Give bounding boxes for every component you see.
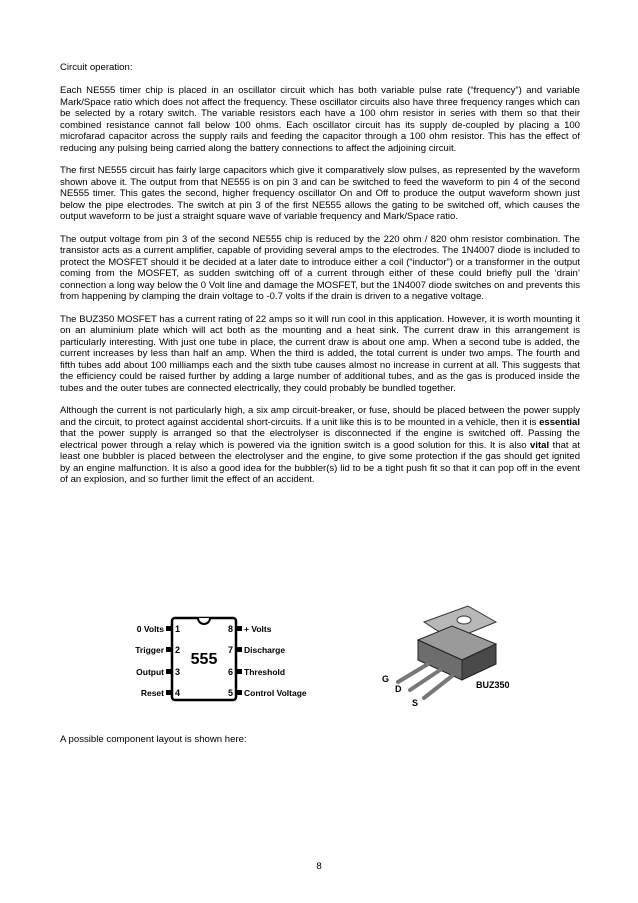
pin-6-label: Threshold	[244, 667, 286, 677]
document-body	[60, 62, 580, 497]
paragraph-5-part: that the power supply is arranged so that the electrolyser is disconnected if the engine is switched off. Passing the electrical power through a relay which is powered via the ignition switch is a good solution for this. It is also	[60, 428, 580, 451]
pin-s-label: S	[412, 698, 419, 708]
paragraph-5-part: Although the current is not particularly high, a six amp circuit-breaker, or fuse, should be placed between the power supply and the circuit, to protect against accidental short-circuits. If a unit like this is to be mounted in a vehicle, then it is	[60, 405, 580, 428]
pin-7-num: 7	[227, 645, 233, 655]
section-heading: Circuit operation:	[60, 62, 133, 73]
page-number: 8	[316, 861, 322, 872]
mosfet-label: BUZ350	[476, 680, 510, 690]
pin-2	[166, 647, 172, 652]
pin-1-num: 1	[175, 624, 181, 634]
pin-6-num: 6	[227, 667, 233, 677]
pin-4	[166, 690, 172, 695]
pin-8	[236, 626, 242, 631]
pin-8-label: + Volts	[244, 624, 272, 634]
pin-4-num: 4	[175, 688, 181, 698]
pin-4-label: Reset	[140, 688, 164, 698]
emphasis-essential: essential	[539, 416, 580, 428]
pin-1	[166, 626, 172, 631]
pin-2-label: Trigger	[135, 645, 164, 655]
paragraph-5	[60, 405, 580, 486]
ne555-pinout-diagram	[122, 614, 332, 704]
figure-caption: A possible component layout is shown here:	[60, 734, 247, 745]
pin-3-label: Output	[136, 667, 164, 677]
paragraph-5-part: that at least one bubbler is placed between the electrolyser and the engine, to give some protection if the gas should get ignited by an engine malfunction. It is also a good idea for the bubbler(s) lid to be a tight push fit so that it can pop off in the event of an explosion, and so further limit the effect of an accident.	[60, 439, 580, 485]
mounting-hole	[457, 616, 471, 624]
pin-5-label: Control Voltage	[244, 688, 307, 698]
pin-2-num: 2	[175, 645, 181, 655]
pin-g-label: G	[382, 674, 390, 684]
right-pins	[228, 624, 307, 698]
chip-label: 555	[190, 651, 218, 668]
paragraph-3: The output voltage from pin 3 of the second NE555 chip is reduced by the 220 ohm / 820 ohm resistor combination. The transistor acts as a current amplifier, capable of providing several amps to the electrodes. The 1N4007 diode is included to protect the MOSFET should it be decided at a later date to introduce either a coil (“inductor”) or a transformer in the output coming from the MOSFET, as sudden switching off of a current through either of these could briefly pull the ‘drain’ connection a long way below the 0 Volt line and damage the MOSFET, but the 1N4007 diode switches on and prevents this from happening by clamping the drain voltage to -0.7 volts if the drain is driven to a negative voltage.	[60, 233, 580, 302]
pin-5-num: 5	[227, 688, 233, 698]
pin-1-label: 0 Volts	[136, 624, 164, 634]
emphasis-vital: vital	[530, 439, 550, 451]
paragraph-4: The BUZ350 MOSFET has a current rating of 22 amps so it will run cool in this application. However, it is worth mounting it on an aluminium plate which will act both as the mounting and a heat sink. The current draw in this arrangement is particularly interesting. With just one tube in place, the current draw is about one amp. When a second tube is added, the current increases by less than half an amp. When the third is added, the total current is under two amps. The fourth and fifth tubes add about 100 milliamps each and the sixth tube causes almost no increase in current at all. This suggests that the efficiency could be raised further by adding a large number of additional tubes, and as the gas is produced inside the tubes and the outer tubes are connected electrically, they could probably be bundled together.	[60, 313, 580, 394]
buz350-mosfet-illustration	[378, 600, 518, 708]
paragraph-2: The first NE555 circuit has fairly large capacitors which give it comparatively slow pulses, as represented by the waveform shown above it. The output from that NE555 is on pin 3 and can be switched to feed the waveform to pin 4 of the second NE555 timer. This gates the second, higher frequency oscillator On and Off to produce the output waveform shown just below the pipe electrodes. The switch at pin 3 of the first NE555 allows the gating to be switched off, which causes the output waveform to be just a straight square wave of variable frequency and Mark/Space ratio.	[60, 165, 580, 222]
paragraph-1: Each NE555 timer chip is placed in an oscillator circuit which has both variable pulse rate (“frequency”) and variable Mark/Space ratio which does not affect the frequency. These oscillator circuits also have three frequency ranges which can be selected by a rotary switch. The variable resistors each have a 100 ohm resistor in series with them so that their combined resistance cannot fall below 100 ohms. Each oscillator circuit has its supply de-coupled by placing a 100 microfarad capacitor across the supply rails and feeding the capacitor through a 100 ohm resistor. This has the effect of reducing any pulsing being carried along the battery connections to affect the adjoining circuit.	[60, 85, 580, 154]
pin-7-label: Discharge	[244, 645, 286, 655]
pin-d-label: D	[395, 684, 402, 694]
pin-8-num: 8	[227, 624, 233, 634]
pin-7	[236, 647, 242, 652]
pin-3	[166, 669, 172, 674]
pin-6	[236, 669, 242, 674]
pin-5	[236, 690, 242, 695]
chip-notch	[198, 618, 210, 624]
pin-3-num: 3	[175, 667, 181, 677]
